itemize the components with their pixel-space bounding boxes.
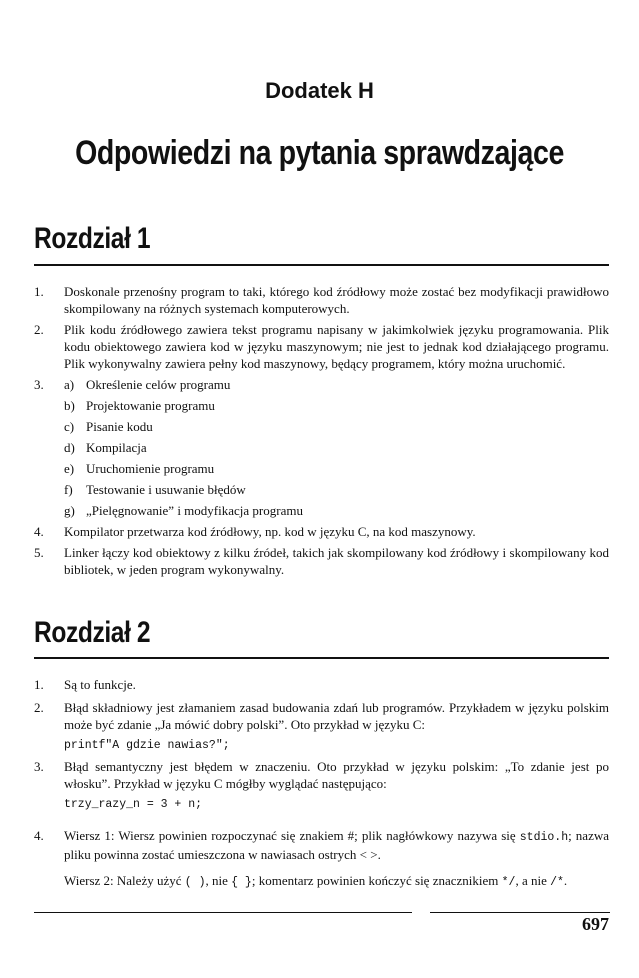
sub-text: Kompilacja	[86, 440, 147, 455]
item-number: 2.	[34, 700, 44, 715]
text-fragment: Wiersz 1: Wiersz powinien rozpoczynać się znakiem #; plik nagłówkowy nazywa się	[64, 828, 520, 843]
text-fragment: Wiersz 2: Należy użyć	[64, 873, 185, 888]
footer-rule	[34, 912, 412, 913]
item-text: Błąd składniowy jest złamaniem zasad budowania zdań lub programów. Przykładem w języku polskim może być zdanie „Ja mówić dobry polski”. Oto przykład w języku C:	[64, 700, 609, 732]
sub-letter: e)	[64, 461, 75, 476]
chapter-1-rule	[34, 264, 609, 266]
sub-letter: a)	[64, 377, 75, 392]
chapter-2-heading: Rozdział 2	[34, 616, 151, 649]
sub-item	[64, 418, 609, 435]
item-number: 3.	[34, 377, 44, 392]
sub-item	[64, 376, 609, 393]
sub-text: Testowanie i usuwanie błędów	[86, 482, 246, 497]
text-fragment: ; nazwa pliku powinna zostać umieszczona w nawiasach ostrych < >.	[64, 828, 610, 862]
list-item	[34, 376, 609, 519]
item-text: Błąd semantyczny jest błędem w znaczeniu. Oto przykład w języku polskim: „To zdanie jest po włosku”. Przykład w języku C mógłby wyglądać następująco:	[64, 759, 609, 791]
item-paragraph	[64, 827, 609, 863]
sub-item	[64, 502, 609, 519]
item-text: Plik kodu źródłowego zawiera tekst programu napisany w jakimkolwiek języku programowania. Plik kodu obiektowego zawiera kod w języku maszynowym; nie jest to jednak kod działającego programu. Plik wykonywalny zawiera pełny kod maszynowy, będący programem, który można uruchomić.	[64, 322, 609, 371]
sub-letter: d)	[64, 440, 75, 455]
footer-rule	[430, 912, 610, 913]
sub-item	[64, 481, 609, 498]
item-text: Doskonale przenośny program to taki, którego kod źródłowy może zostać bez modyfikacji prawidłowo skompilowany na różnych systemach komputerowych.	[64, 284, 609, 316]
item-number: 4.	[34, 828, 44, 843]
sub-text: Uruchomienie programu	[86, 461, 215, 476]
item-text: Są to funkcje.	[64, 677, 136, 692]
sub-letter: c)	[64, 419, 75, 434]
chapter-2-answers	[34, 676, 609, 895]
sub-item	[64, 460, 609, 477]
item-number: 1.	[34, 284, 44, 299]
item-number: 4.	[34, 524, 44, 539]
item-number: 2.	[34, 322, 44, 337]
item-number: 1.	[34, 677, 44, 692]
inline-code: { }	[231, 876, 252, 889]
page-title: Odpowiedzi na pytania sprawdzające	[75, 134, 564, 172]
list-item	[34, 523, 609, 540]
list-item	[34, 283, 609, 317]
item-number: 3.	[34, 759, 44, 774]
sub-letter: g)	[64, 503, 75, 518]
list-item	[34, 699, 609, 754]
sub-item	[64, 439, 609, 456]
inline-code: stdio.h	[519, 831, 569, 844]
page-number: 697	[582, 914, 609, 934]
code-example: trzy_razy_n = 3 + n;	[64, 798, 203, 811]
sub-text: Określenie celów programu	[86, 377, 231, 392]
sub-item	[64, 397, 609, 414]
list-item	[34, 321, 609, 372]
chapter-1-answers	[34, 283, 609, 582]
inline-code: /*	[550, 876, 564, 889]
item-number: 5.	[34, 545, 44, 560]
item-text: Kompilator przetwarza kod źródłowy, np. kod w języku C, na kod maszynowy.	[64, 524, 476, 539]
chapter-2-rule	[34, 657, 609, 659]
sub-text: Pisanie kodu	[86, 419, 153, 434]
sub-text: „Pielęgnowanie” i modyfikacja programu	[86, 503, 303, 518]
code-example: printf"A gdzie nawias?";	[64, 739, 230, 752]
sub-letter: f)	[64, 482, 73, 497]
sub-letter: b)	[64, 398, 75, 413]
chapter-1-heading: Rozdział 1	[34, 222, 151, 255]
item-paragraph	[64, 872, 609, 891]
list-item	[34, 827, 609, 891]
list-item	[34, 676, 609, 693]
item-text: Linker łączy kod obiektowy z kilku źródeł, takich jak skompilowany kod źródłowy i skompilowany kod bibliotek, w jeden program wykonywalny.	[64, 545, 609, 577]
text-fragment: .	[563, 873, 568, 888]
text-fragment: , nie	[205, 873, 232, 888]
list-item	[34, 544, 609, 578]
text-fragment: ; komentarz powinien kończyć się znacznikiem	[251, 873, 502, 888]
appendix-label: Dodatek H	[265, 78, 374, 103]
inline-code: ( )	[184, 876, 206, 889]
list-item	[34, 758, 609, 813]
inline-code: */	[501, 876, 516, 889]
sub-text: Projektowanie programu	[86, 398, 215, 413]
text-fragment: , a nie	[515, 873, 551, 888]
